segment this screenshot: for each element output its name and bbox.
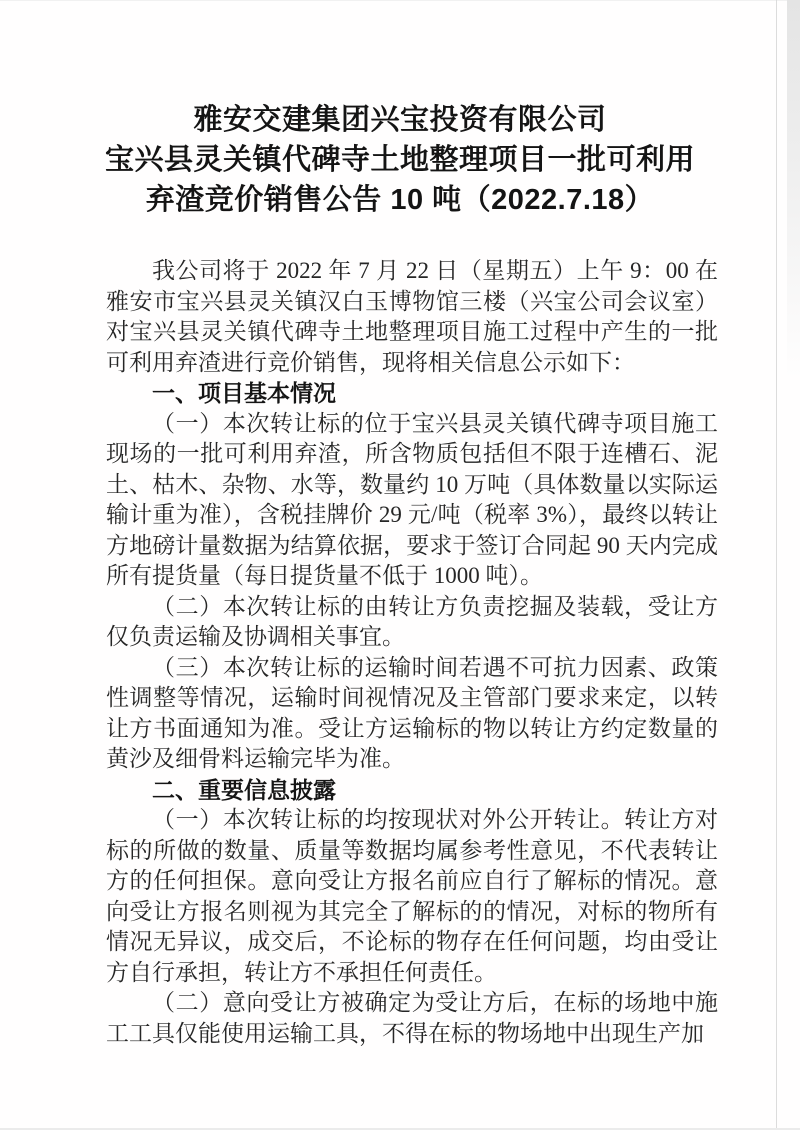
scan-right-edge-shading [787, 0, 800, 380]
body-paragraph: 我公司将于 2022 年 7 月 22 日（星期五）上午 9：00 在雅安市宝兴县灵关镇汉白玉博物馆三楼（兴宝公司会议室）对宝兴县灵关镇代碑寺土地整理项目施工过程中产生的一批可利用弃渣进行竞价销售，现将相关信息公示如下： [106, 258, 718, 375]
document-body [106, 256, 718, 1049]
section-heading: 一、项目基本情况 [152, 380, 336, 406]
title-line-notice-date: 弃渣竞价销售公告 10 吨（2022.7.18） [145, 184, 655, 216]
title-line-project: 宝兴县灵关镇代碑寺土地整理项目一批可利用 [104, 144, 695, 176]
body-paragraph: （三）本次转让标的运输时间若遇不可抗力因素、政策性调整等情况，运输时间视情况及主管部门要求来定，以转让方书面通知为准。受让方运输标的物以转让方约定数量的黄沙及细骨料运输完毕为准。 [106, 654, 718, 771]
document-title [0, 0, 800, 220]
body-paragraph: （二）意向受让方被确定为受让方后，在标的场地中施工工具仅能使用运输工具，不得在标的物场地中出现生产加 [106, 990, 718, 1046]
body-paragraph: （一）本次转让标的位于宝兴县灵关镇代碑寺项目施工现场的一批可利用弃渣，所含物质包括但不限于连槽石、泥土、枯木、杂物、水等，数量约 10 万吨（具体数量以实际运输计重为准），含税挂牌价 29 元/吨（税率 3%），最终以转让方地磅计量数据为结算依据，要求于签订合同起 90 天内完成所有提货量（每日提货量不低于 1000 吨）。 [106, 410, 718, 588]
body-paragraph: （一）本次转让标的均按现状对外公开转让。转让方对标的所做的数量、质量等数据均属参考性意见，不代表转让方的任何担保。意向受让方报名前应自行了解标的情况。意向受让方报名则视为其完全了解标的的情况，对标的物所有情况无异议，成交后，不论标的物存在任何问题，均由受让方自行承担，转让方不承担任何责任。 [106, 807, 718, 985]
scan-top-edge [0, 0, 800, 1]
scan-edge-line [776, 0, 777, 1130]
section-heading: 二、重要信息披露 [152, 776, 336, 803]
title-line-company: 雅安交建集团兴宝投资有限公司 [193, 104, 607, 136]
body-paragraph: （二）本次转让标的由转让方负责挖掘及装载，受让方仅负责运输及协调相关事宜。 [106, 593, 718, 649]
